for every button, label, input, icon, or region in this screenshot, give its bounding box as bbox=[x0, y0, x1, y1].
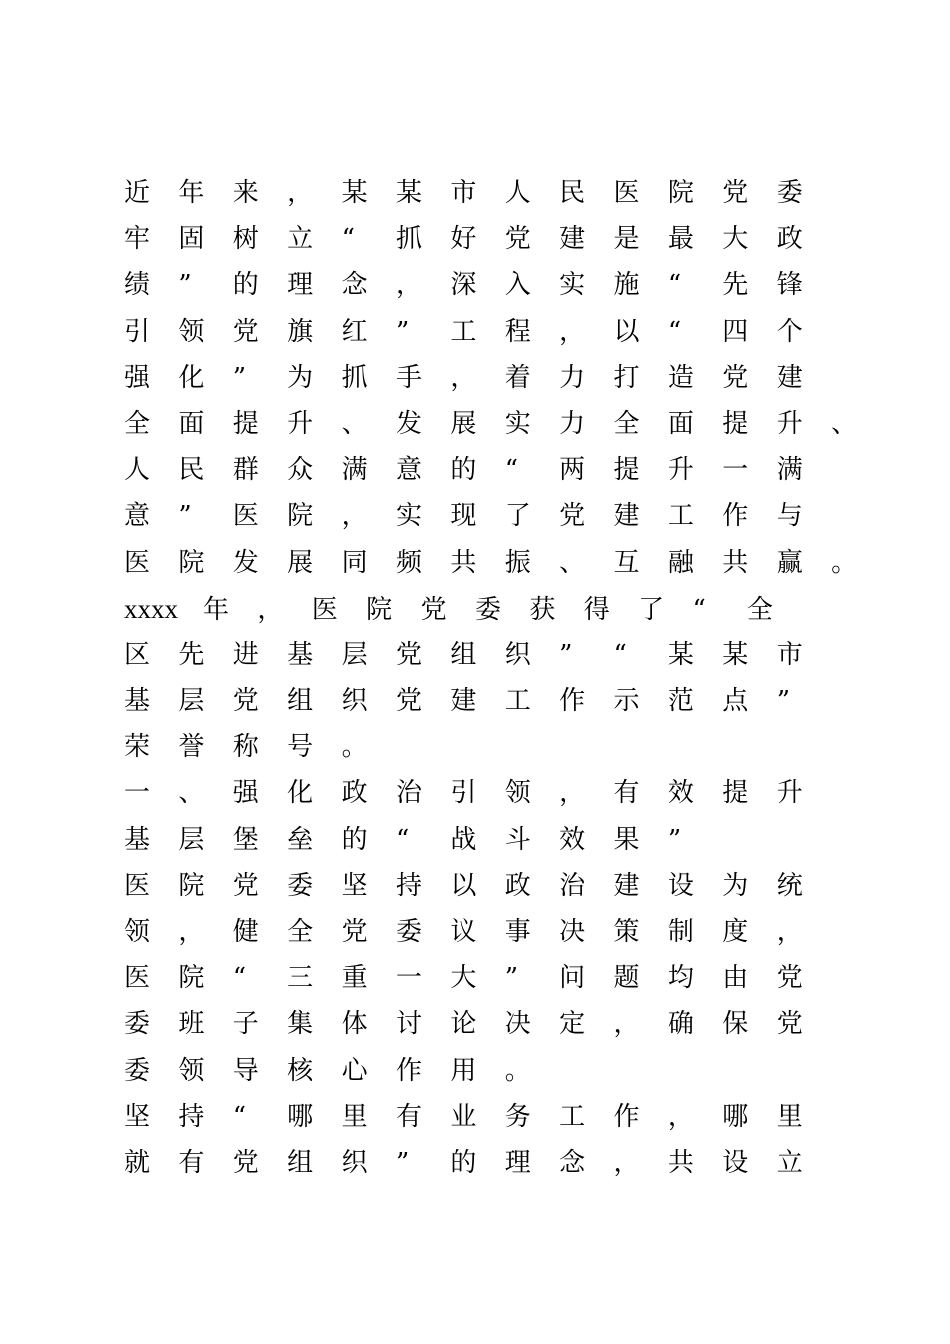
text-line: 委 班 子 集 体 讨 论 决 定 ， 确 保 党 bbox=[124, 1009, 803, 1040]
text-line: 医 院 发 展 同 频 共 振 、 互 融 共 赢 。 bbox=[124, 547, 858, 578]
text-line: 坚 持 “ 哪 里 有 业 务 工 作 ， 哪 里 bbox=[124, 1101, 803, 1132]
text-line: 领 ， 健 全 党 委 议 事 决 策 制 度 ， bbox=[124, 917, 803, 947]
text-line: 区 先 进 基 层 党 组 织 ” “ 某 某 市 bbox=[124, 639, 803, 670]
body-text bbox=[124, 170, 950, 1186]
text-line: 基 层 党 组 织 党 建 工 作 示 范 点 ” bbox=[124, 686, 790, 717]
text-line: 医 院 党 委 坚 持 以 政 治 建 设 为 统 bbox=[124, 870, 803, 901]
text-line: 荣 誉 称 号 。 bbox=[124, 732, 368, 763]
text-line: 牢 固 树 立 “ 抓 好 党 建 是 最 大 政 bbox=[124, 224, 803, 255]
text-line: 全 面 提 升 、 发 展 实 力 全 面 提 升 、 bbox=[124, 408, 858, 439]
text-line: 医 院 “ 三 重 一 大 ” 问 题 均 由 党 bbox=[124, 963, 803, 994]
section-heading-line: 基 层 堡 垒 的 “ 战 斗 效 果 ” bbox=[124, 824, 682, 855]
text-line: 就 有 党 组 织 ” 的 理 念 ， 共 设 立 bbox=[124, 1147, 803, 1178]
text-line: 意 ” 医 院 ， 实 现 了 党 建 工 作 与 bbox=[124, 501, 803, 532]
text-line: 强 化 ” 为 抓 手 ， 着 力 打 造 党 建 bbox=[124, 362, 803, 393]
section-heading-line: 一 、 强 化 政 治 引 领 ， 有 效 提 升 bbox=[124, 778, 803, 809]
text-line: 人 民 群 众 满 意 的 “ 两 提 升 一 满 bbox=[124, 455, 803, 486]
text-line: xxxx 年 ， 医 院 党 委 获 得 了 “ 全 bbox=[124, 593, 773, 625]
text-line: 近 年 来 ， 某 某 市 人 民 医 院 党 委 bbox=[124, 178, 803, 208]
text-line: 绩 ” 的 理 念 ， 深 入 实 施 “ 先 锋 bbox=[124, 270, 803, 301]
text-line: 委 领 导 核 心 作 用 。 bbox=[124, 1055, 531, 1086]
text-line: 引 领 党 旗 红 ” 工 程 ， 以 “ 四 个 bbox=[124, 316, 803, 347]
